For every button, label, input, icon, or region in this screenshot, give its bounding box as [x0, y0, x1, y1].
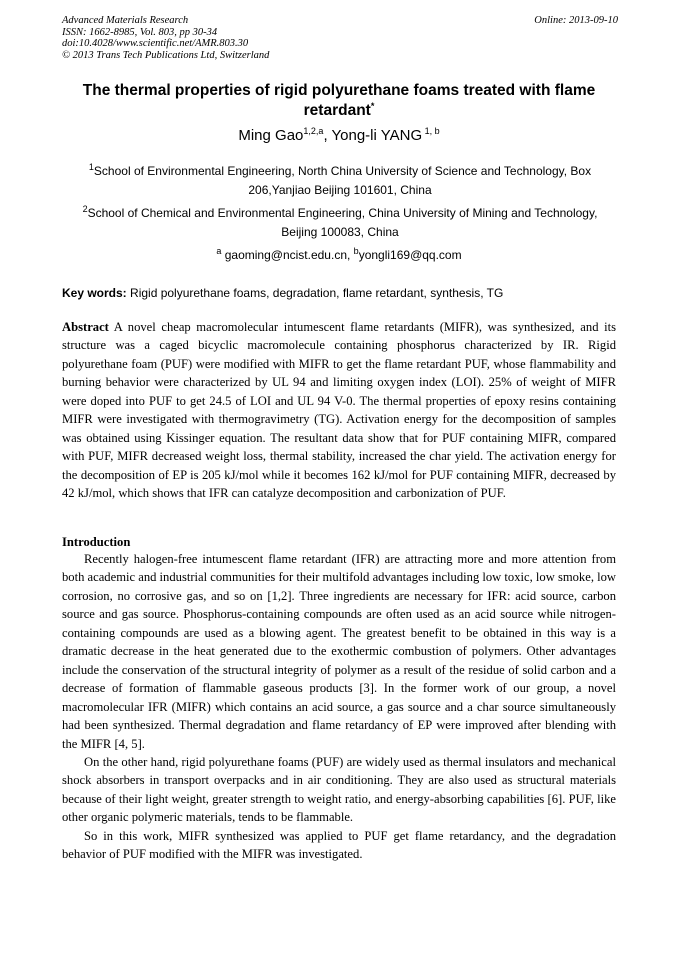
affiliation-2	[66, 204, 614, 242]
paper-title	[62, 81, 616, 121]
email-a-mark: a	[216, 246, 222, 256]
introduction-heading: Introduction	[62, 535, 131, 549]
title-footnote-mark: *	[370, 100, 375, 111]
keywords	[62, 285, 616, 301]
author-separator: ,	[323, 127, 332, 144]
affiliation-2-number: 2	[82, 204, 88, 214]
affiliation-1-text: School of Environmental Engineering, North China University of Science and Technology, Box 206,Yanjiao Beijing 101601, China	[93, 164, 592, 197]
introduction-paragraph: Recently halogen-free intumescent flame retardant (IFR) are attracting more and more attention from both academic and industrial communities for their multifold advantages including low toxic, low smoke, low corrosion, no corrosive gas, and so on [1,2]. Three ingredients are necessary for IFR: acid source, carbon source and gas source. Phosphorus-containing compounds are often used as an acid source while nitrogen-containing compounds are used as a blowing agent. The greatest benefit to be obtained in this way is a dramatic decrease in the heat generated due to the exothermic combustion of polymers. Other advantages include the conservation of the structural integrity of polymer as a result of the residue of solid carbon and a decrease of formation of flammable gaseous products [3]. In the former work of our group, a novel macromolecular IFR (MIFR) which contains an acid source, a gas source and a char source simultaneously had been synthesized. Thermal degradation and flame retardancy of EP were improved after blending with the MIFR [4, 5].	[62, 552, 617, 751]
keywords-label: Key words:	[62, 286, 127, 300]
online-date: Online: 2013-09-10	[534, 15, 618, 26]
journal-copyright: © 2013 Trans Tech Publications Ltd, Switzerland	[62, 49, 270, 61]
affiliation-1	[66, 162, 614, 200]
introduction-paragraph: On the other hand, rigid polyurethane foams (PUF) are widely used as thermal insulators and mechanical shock absorbers in transport overpacks and in air conditioning. They are also used as structural materials because of their light weight, greater strength to weight ratio, and energy-absorbing capabilities [6]. PUF, like other organic polymeric materials, tends to be flammable.	[62, 754, 616, 825]
introduction-paragraph: So in this work, MIFR synthesized was applied to PUF get flame retardancy, and the degradation behavior of PUF modified with the MIFR was investigated.	[62, 828, 616, 862]
author-2-affiliation: 1, b	[422, 126, 440, 136]
author-1-affiliation: 1,2,a	[303, 126, 324, 136]
introduction-body	[62, 550, 616, 864]
journal-doi: doi:10.4028/www.scientific.net/AMR.803.30	[62, 38, 249, 49]
abstract	[62, 318, 616, 503]
author-2: Yong-li YANG	[331, 127, 423, 144]
email-a: gaoming@ncist.edu.cn,	[221, 248, 354, 262]
abstract-text: A novel cheap macromolecular intumescent flame retardants (MIFR), was synthesized, and its structure was a caged bicyclic macromolecule containing phosphorus characterized by IR. Rigid polyurethane foam (PUF) were modified with MIFR to get the flame retardant PUF, whose flammability and burning behavior were characterized by UL 94 and limiting oxygen index (LOI). 25% of weight of MIFR were doped into PUF to get 24.5 of LOI and UL 94 V-0. The thermal properties of epoxy resins containing MIFR were investigated with thermogravimetry (TG). Activation energy for the decomposition of samples was obtained using Kissinger equation. The resultant data show that for PUF containing MIFR, compared with PUF, MIFR decreased weight loss, thermal stability, increased the char yield. The activation energy for the decomposition of EP is 205 kJ/mol while it becomes 162 kJ/mol for PUF containing MIFR, decreased by 42 kJ/mol, which shows that IFR can catalyze decomposition and carbonization of PUF.	[62, 320, 616, 501]
title-text: The thermal properties of rigid polyurethane foams treated with flame retardant	[82, 82, 596, 119]
keywords-text: Rigid polyurethane foams, degradation, flame retardant, synthesis, TG	[126, 286, 504, 300]
journal-header	[62, 15, 618, 61]
journal-name: Advanced Materials Research	[62, 15, 189, 26]
journal-issn: ISSN: 1662-8985, Vol. 803, pp 30-34	[62, 26, 218, 38]
author-emails	[62, 246, 616, 264]
affiliation-1-number: 1	[88, 162, 94, 172]
author-1: Ming Gao	[238, 127, 304, 144]
email-b-mark: b	[353, 246, 359, 256]
affiliation-2-text: School of Chemical and Environmental Engineering, China University of Mining and Technology, Beijing 100083, China	[87, 206, 598, 239]
abstract-label: Abstract	[62, 320, 109, 334]
email-b: yongli169@qq.com	[358, 248, 462, 262]
author-list	[62, 127, 616, 145]
